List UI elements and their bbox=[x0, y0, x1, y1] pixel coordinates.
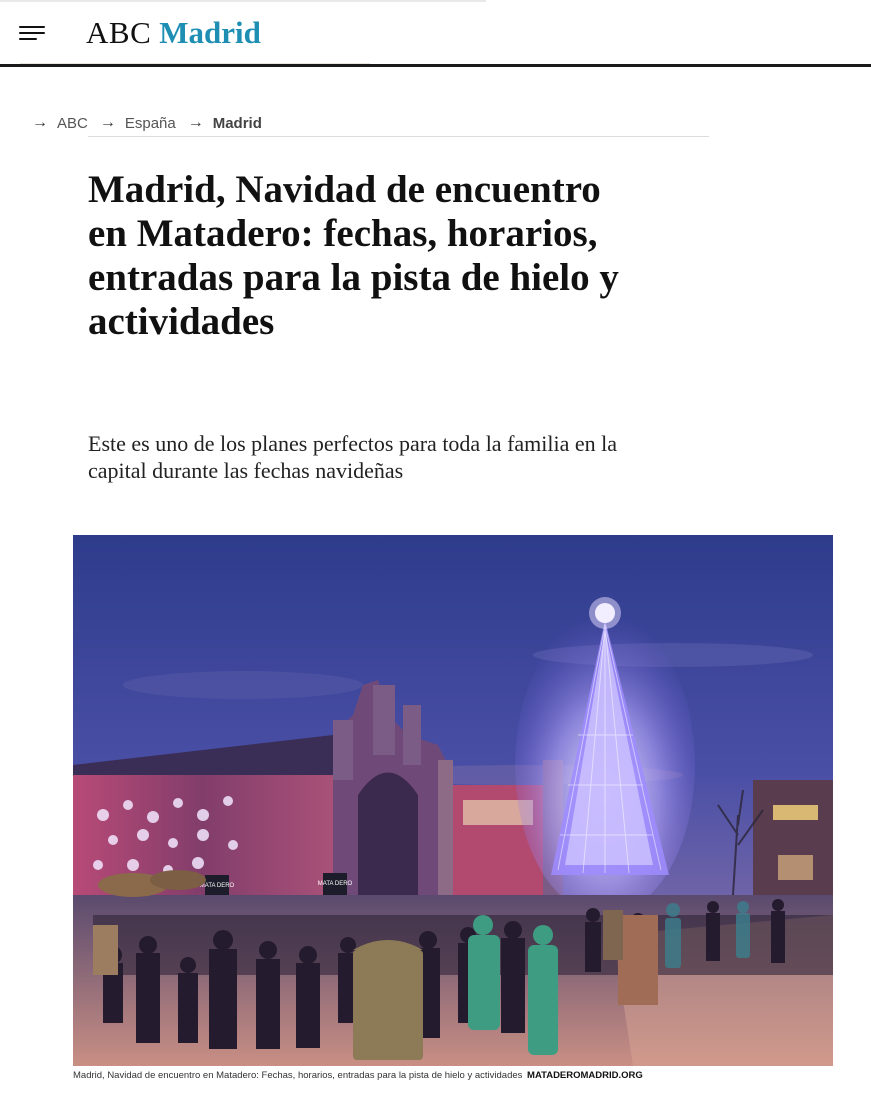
breadcrumb-item-abc[interactable]: ABC bbox=[57, 114, 88, 132]
article-subtitle: Este es uno de los planes perfectos para toda la familia en la capital durante las fechas navideñas bbox=[88, 431, 618, 483]
breadcrumb-divider bbox=[88, 136, 709, 137]
christmas-market-illustration bbox=[73, 535, 833, 1066]
arrow-right-icon: → bbox=[187, 114, 204, 131]
breadcrumb-item-madrid[interactable]: Madrid bbox=[212, 114, 262, 132]
breadcrumb bbox=[32, 112, 274, 134]
image-caption bbox=[73, 1070, 853, 1082]
image-credit: MATADEROMADRID.ORG bbox=[527, 1070, 643, 1081]
article-title: Madrid, Navidad de encuentro en Matadero: fechas, horarios, entradas para la pista de hielo y actividades bbox=[88, 168, 619, 343]
logo-brand: ABC bbox=[86, 15, 152, 50]
header-top-divider bbox=[0, 0, 486, 2]
sign-mata-dero-right: MATA DERO bbox=[317, 881, 353, 887]
logo-section: Madrid bbox=[159, 15, 261, 50]
site-header bbox=[0, 0, 871, 68]
site-logo[interactable] bbox=[86, 14, 261, 52]
sign-mata-dero-left: MATA DERO bbox=[199, 883, 235, 889]
arrow-right-icon: → bbox=[32, 114, 48, 131]
article-main-image[interactable] bbox=[73, 535, 833, 1066]
image-caption-text: Madrid, Navidad de encuentro en Matadero: Fechas, horarios, entradas para la pista de hielo y actividades bbox=[73, 1070, 523, 1081]
arrow-right-icon: → bbox=[99, 114, 116, 131]
hamburger-menu-icon[interactable] bbox=[16, 20, 48, 46]
header-bottom-divider bbox=[0, 64, 871, 67]
breadcrumb-item-espana[interactable]: España bbox=[124, 114, 176, 132]
